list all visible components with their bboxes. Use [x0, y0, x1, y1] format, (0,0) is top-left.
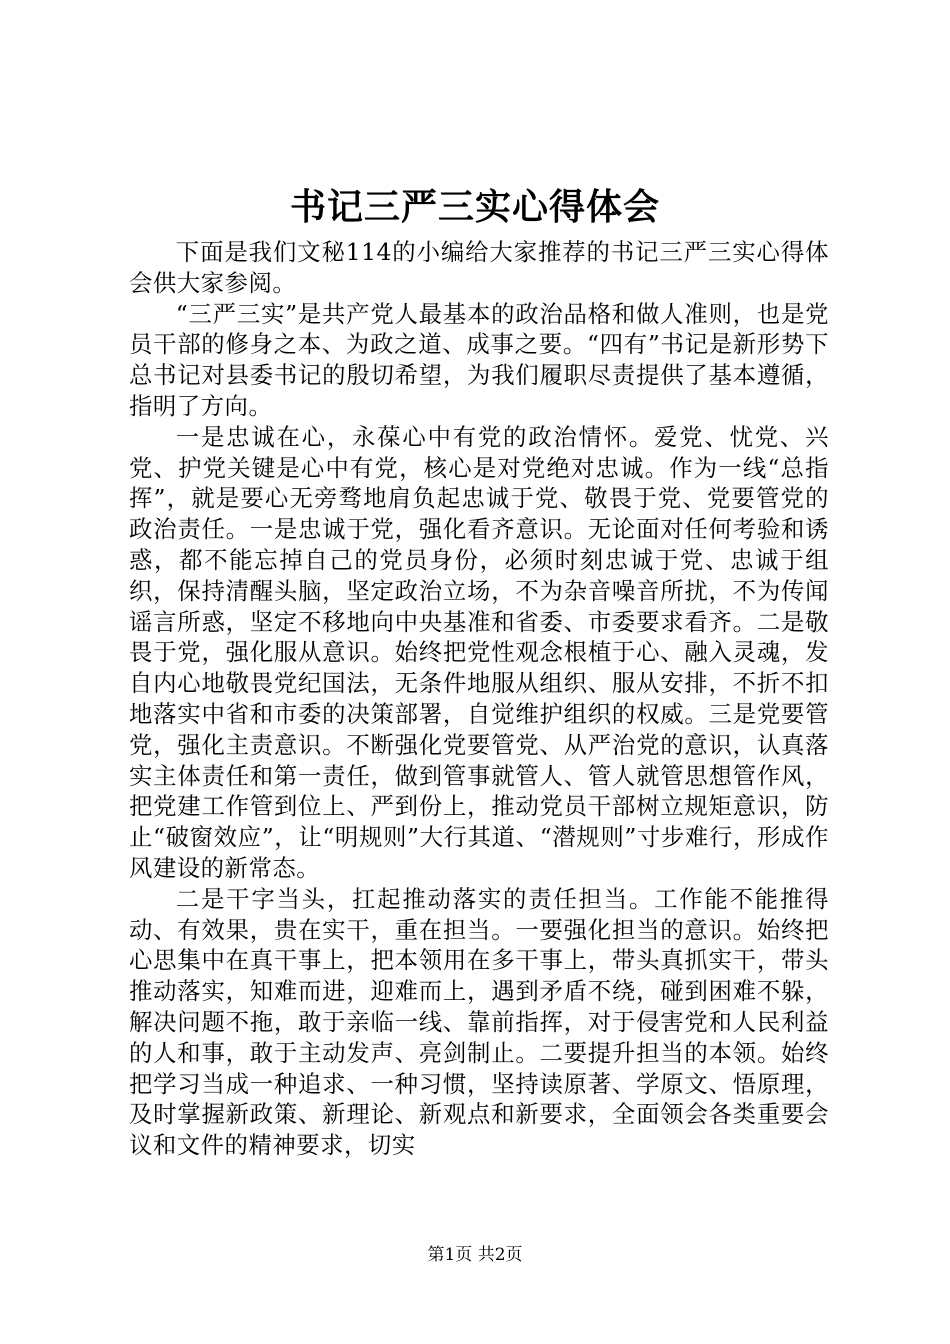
document-body: [129, 237, 829, 1161]
paragraph-responsibility: 二是干字当头，扛起推动落实的责任担当。工作能不能推得动、有效果，贵在实干，重在担当。一要强化担当的意识。始终把心思集中在真干事上，把本领用在多干事上，带头真抓实干，带头推动落实，知难而进，迎难而上，遇到矛盾不绕，碰到困难不躲，解决问题不拖，敢于亲临一线、靠前指挥，对于侵害党和人民利益的人和事，敢于主动发声、亮剑制止。二要提升担当的本领。始终把学习当成一种追求、一种习惯，坚持读原著、学原文、悟原理，及时掌握新政策、新理论、新观点和新要求，全面领会各类重要会议和文件的精神要求，切实: [129, 884, 829, 1160]
document-title: 书记三严三实心得体会: [289, 186, 660, 228]
paragraph-san-yan-san-shi: “三严三实”是共产党人最基本的政治品格和做人准则，也是党员干部的修身之本、为政之道、成事之要。“四有”书记是新形势下总书记对县委书记的殷切希望，为我们履职尽责提供了基本遵循，指明了方向。: [129, 299, 829, 420]
page-number-footer: 第1页 共2页: [427, 1245, 523, 1265]
paragraph-loyalty: 一是忠诚在心，永葆心中有党的政治情怀。爱党、忧党、兴党、护党关键是心中有党，核心是对党绝对忠诚。作为一线“总指挥”，就是要心无旁骛地肩负起忠诚于党、敬畏于党、党要管党的政治责任。一是忠诚于党，强化看齐意识。无论面对任何考验和诱惑，都不能忘掉自己的党员身份，必须时刻忠诚于党、忠诚于组织，保持清醒头脑，坚定政治立场，不为杂音噪音所扰，不为传闻谣言所惑，坚定不移地向中央基准和省委、市委要求看齐。二是敬畏于党，强化服从意识。始终把党性观念根植于心、融入灵魂，发自内心地敬畏党纪国法，无条件地服从组织、服从安排，不折不扣地落实中省和市委的决策部署，自觉维护组织的权威。三是党要管党，强化主责意识。不断强化党要管党、从严治党的意识，认真落实主体责任和第一责任，做到管事就管人、管人就管思想管作风，把党建工作管到位上、严到份上，推动党员干部树立规矩意识，防止“破窗效应”，让“明规则”大行其道、“潜规则”寸步难行，形成作风建设的新常态。: [129, 422, 829, 882]
paragraph-intro: 下面是我们文秘114的小编给大家推荐的书记三严三实心得体会供大家参阅。: [129, 238, 829, 297]
